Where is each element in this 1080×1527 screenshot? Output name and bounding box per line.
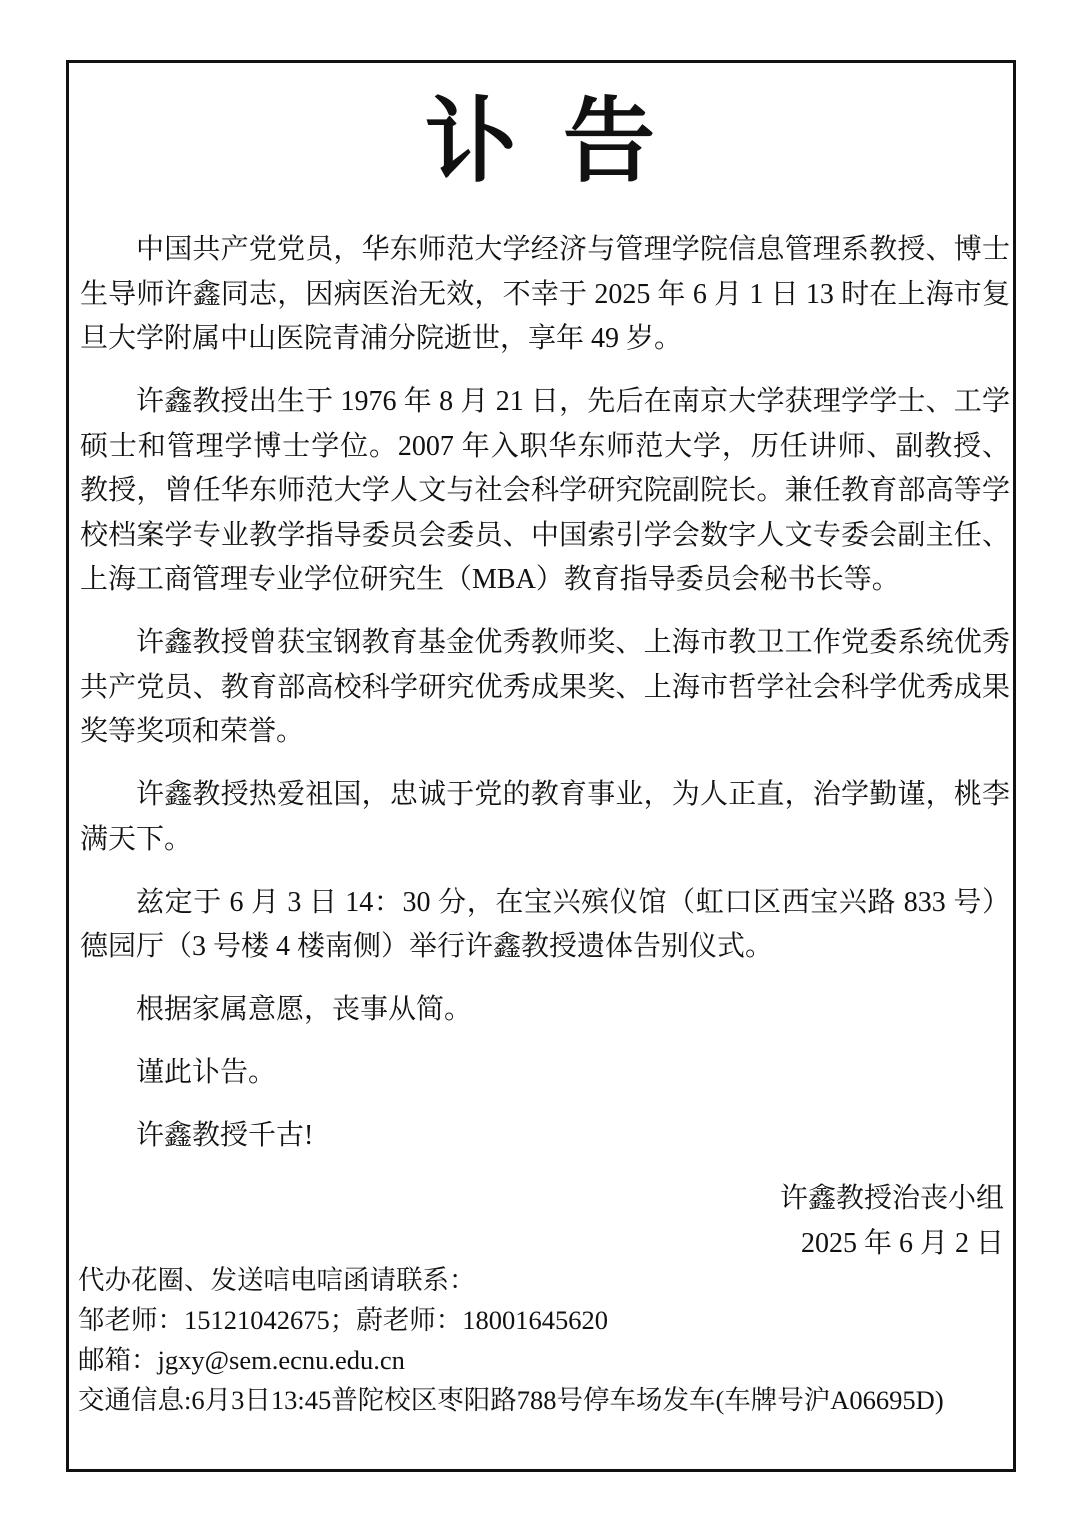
contact-email: 邮箱：jgxy@sem.ecnu.edu.cn — [78, 1345, 405, 1375]
signature-date: 2025 年 6 月 2 日 — [800, 1227, 1004, 1259]
paragraph-closing: 谨此讣告。 — [136, 1057, 277, 1088]
paragraph-biography: 许鑫教授出生于 1976 年 8 月 21 日，先后在南京大学获理学学士、工学硕士和管理学博士学位。2007 年入职华东师范大学，历任讲师、副教授、教授，曾任华东师范大学人文与社会科学研究院副院长。兼任教育部高等学校档案学专业教学指导委员会委员、中国索引学会数字人文专委会副主任、上海工商管理专业学位研究生（MBA）教育指导委员会秘书长等。 — [80, 386, 1010, 595]
paragraph-eulogy: 许鑫教授千古! — [136, 1120, 314, 1151]
contact-transport: 交通信息:6月3日13:45普陀校区枣阳路788号停车场发车(车牌号沪A06695D) — [78, 1385, 944, 1415]
contact-intro: 代办花圈、发送唁电唁函请联系： — [78, 1265, 476, 1295]
notice-title: 讣告 — [424, 91, 701, 193]
paragraph-family-wishes: 根据家属意愿，丧事从简。 — [136, 994, 473, 1025]
contact-info — [78, 1260, 1013, 1420]
signature-organization: 许鑫教授治丧小组 — [779, 1183, 1004, 1214]
paragraph-tribute: 许鑫教授热爱祖国，忠诚于党的教育事业，为人正直，治学勤谨，桃李满天下。 — [80, 779, 1010, 855]
notice-body — [80, 228, 1010, 1266]
paragraph-death-announcement: 中国共产党党员，华东师范大学经济与管理学院信息管理系教授、博士生导师许鑫同志，因病医治无效，不幸于 2025 年 6 月 1 日 13 时在上海市复旦大学附属中山医院青浦分院逝世，享年 49 岁。 — [80, 234, 1010, 354]
contact-phones: 邹老师：15121042675；蔚老师：18001645620 — [78, 1305, 608, 1335]
paragraph-honors: 许鑫教授曾获宝钢教育基金优秀教师奖、上海市教卫工作党委系统优秀共产党员、教育部高校科学研究优秀成果奖、上海市哲学社会科学优秀成果奖等奖项和荣誉。 — [80, 627, 1010, 747]
paragraph-farewell-ceremony: 兹定于 6 月 3 日 14：30 分，在宝兴殡仪馆（虹口区西宝兴路 833 号）德园厅（3 号楼 4 楼南侧）举行许鑫教授遗体告别仪式。 — [80, 886, 1010, 962]
